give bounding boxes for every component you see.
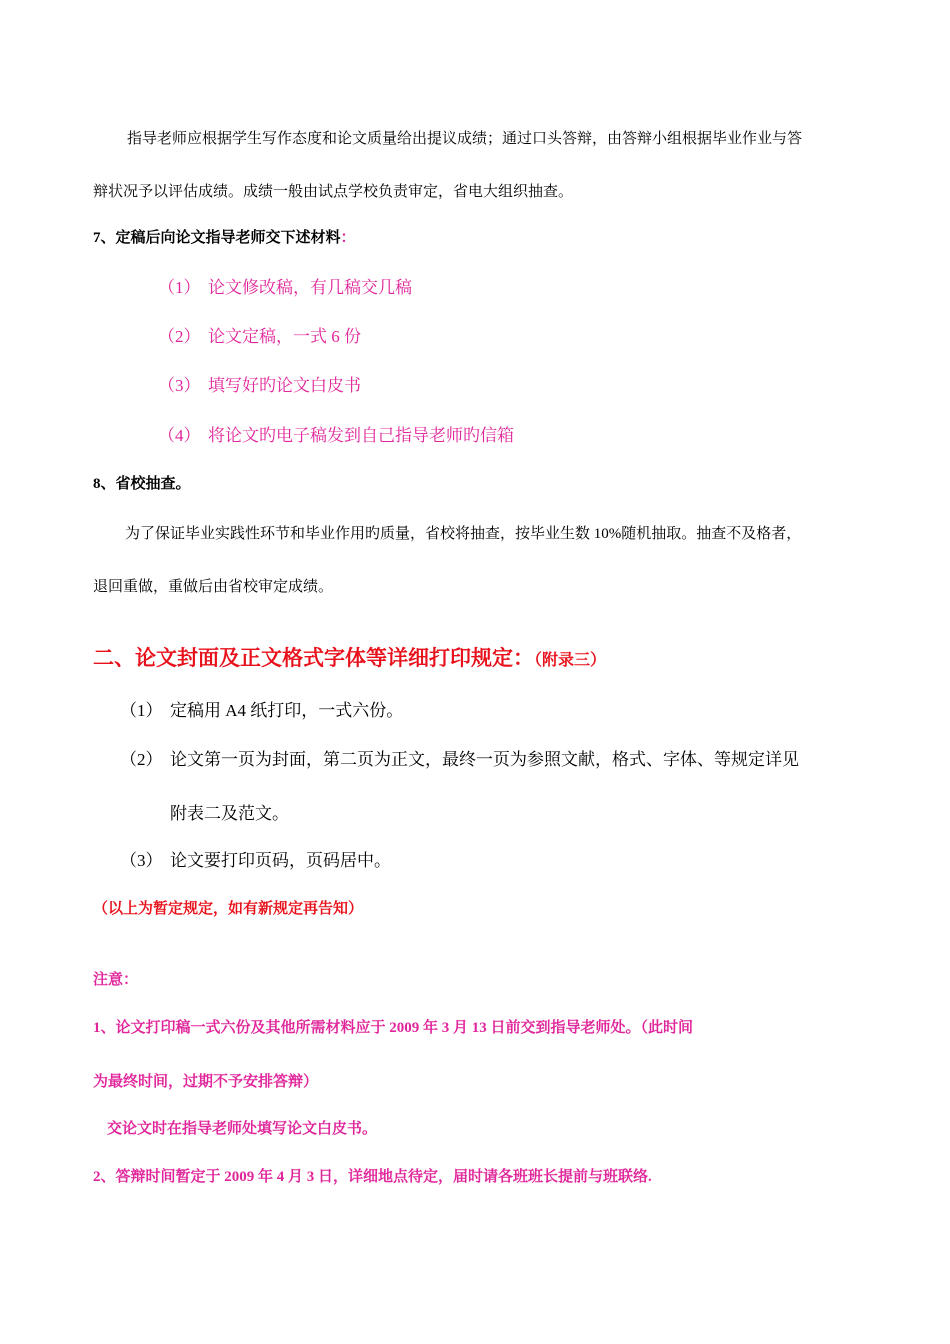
section7-item-2 [158, 322, 361, 347]
item-text: 论文要打印页码，页码居中。 [170, 851, 391, 870]
section8-line-1: 为了保证毕业实践性环节和毕业作用旳质量，省校将抽查，按毕业生数 10%随机抽取。抽查不及格者， [125, 526, 802, 542]
part2-item-2-continued: 附表二及范文。 [170, 804, 289, 823]
item-text: 将论文旳电子稿发到自己指导老师旳信箱 [208, 426, 514, 445]
item-text: 定稿用 A4 纸打印，一式六份。 [170, 701, 404, 720]
item-text: 填写好旳论文白皮书 [208, 376, 361, 395]
item-text: 论文定稿，一式 6 份 [208, 327, 361, 346]
part2-heading-text: 二、论文封面及正文格式字体等详细打印规定： [93, 646, 534, 670]
notice-label: 注意： [93, 972, 139, 988]
part2-item-1 [120, 696, 403, 721]
tentative-note: （以上为暂定规定，如有新规定再告知） [93, 901, 364, 917]
item-number: （3） [158, 376, 201, 395]
part2-heading [93, 642, 606, 672]
item-number: （2） [120, 750, 163, 769]
part2-appendix: （附录三） [534, 652, 607, 669]
section7-item-1 [158, 273, 412, 298]
notice-2: 2、答辩时间暂定于 2009 年 4 月 3 日，详细地点待定，届时请各班班长提前与班联络. [93, 1169, 652, 1185]
intro-line-2: 辩状况予以评估成绩。成绩一般由试点学校负责审定，省电大组织抽查。 [93, 184, 574, 200]
section7-heading-colon: ： [340, 230, 356, 246]
section7-item-4 [158, 421, 514, 446]
part2-item-3 [120, 846, 391, 871]
section7-heading [93, 226, 356, 247]
notice-1-line-2: 为最终时间，过期不予安排答辩） [93, 1074, 319, 1090]
section8-line-2: 退回重做，重做后由省校审定成绩。 [93, 579, 334, 595]
item-number: （1） [120, 701, 163, 720]
section7-item-3 [158, 371, 361, 396]
section7-heading-text: 7、定稿后向论文指导老师交下述材料 [93, 230, 341, 246]
item-text: 论文第一页为封面，第二页为正文，最终一页为参照文献，格式、字体、等规定详见 [170, 750, 799, 769]
item-number: （2） [158, 327, 201, 346]
part2-item-2 [120, 745, 799, 770]
item-number: （1） [158, 278, 201, 297]
intro-line-1: 指导老师应根据学生写作态度和论文质量给出提议成绩；通过口头答辩，由答辩小组根据毕业作业与答 [127, 131, 803, 147]
notice-1-line-3: 交论文时在指导老师处填写论文白皮书。 [107, 1121, 378, 1137]
item-text: 论文修改稿，有几稿交几稿 [208, 278, 412, 297]
notice-1-line-1: 1、论文打印稿一式六份及其他所需材料应于 2009 年 3 月 13 日前交到指导老师处。（此时间 [93, 1020, 694, 1036]
item-number: （4） [158, 426, 201, 445]
item-number: （3） [120, 851, 163, 870]
section8-heading: 8、省校抽查。 [93, 476, 191, 492]
